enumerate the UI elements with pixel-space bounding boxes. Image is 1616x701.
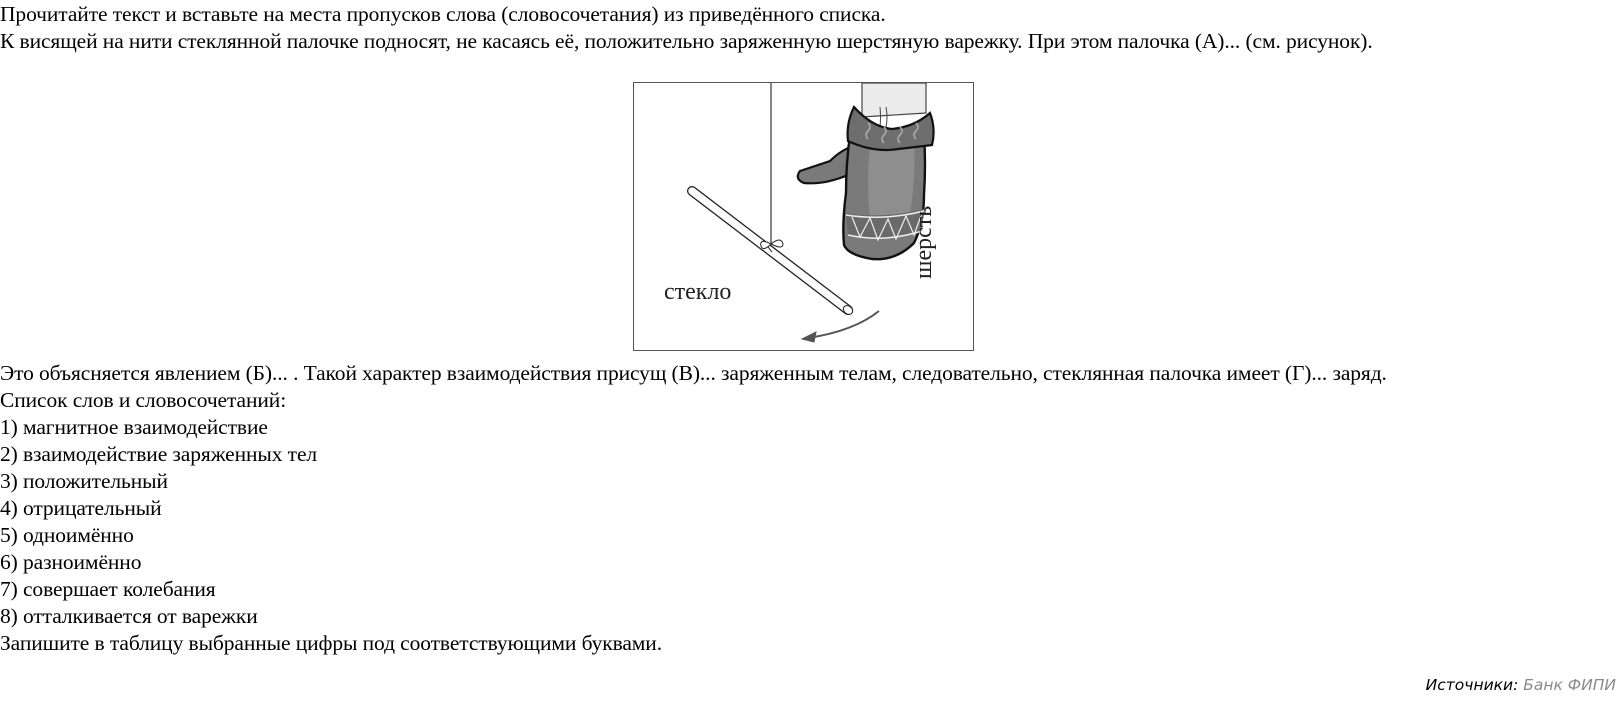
figure-glass-rod-and-mitten: [633, 82, 974, 351]
option-item: 3) положительный: [0, 469, 168, 493]
task-instruction: Прочитайте текст и вставьте на места пропусков слова (словосочетания) из приведённого списка.: [0, 2, 886, 26]
option-item: 2) взаимодействие заряженных тел: [0, 442, 318, 466]
option-item: 1) магнитное взаимодействие: [0, 415, 268, 439]
motion-arrow: [808, 311, 879, 338]
sleeve-shape: [862, 83, 926, 117]
option-item: 8) отталкивается от варежки: [0, 604, 258, 628]
label-glass: стекло: [664, 279, 732, 305]
option-item: 7) совершает колебания: [0, 577, 216, 601]
task-text-part1: К висящей на нити стеклянной палочке подносят, не касаясь её, положительно заряженную шерстяную варежку. При этом палочка (А)... (см. рисунок).: [0, 29, 1373, 53]
option-item: 4) отрицательный: [0, 496, 162, 520]
list-heading: Список слов и словосочетаний:: [0, 388, 287, 412]
option-item: 5) одноимённо: [0, 523, 134, 547]
source-label: Источники:: [1425, 676, 1519, 694]
option-item: 6) разноимённо: [0, 550, 142, 574]
task-text-part2: Это объясняется явлением (Б)... . Такой характер взаимодействия присущ (В)... заряженным телам, следовательно, стеклянная палочка имеет (Г)... заряд.: [0, 361, 1387, 385]
label-wool: шерсть: [911, 205, 937, 279]
source-link[interactable]: Банк ФИПИ: [1523, 676, 1616, 694]
source-attribution: [1426, 676, 1616, 694]
closing-instruction: Запишите в таблицу выбранные цифры под соответствующими буквами.: [0, 631, 662, 655]
